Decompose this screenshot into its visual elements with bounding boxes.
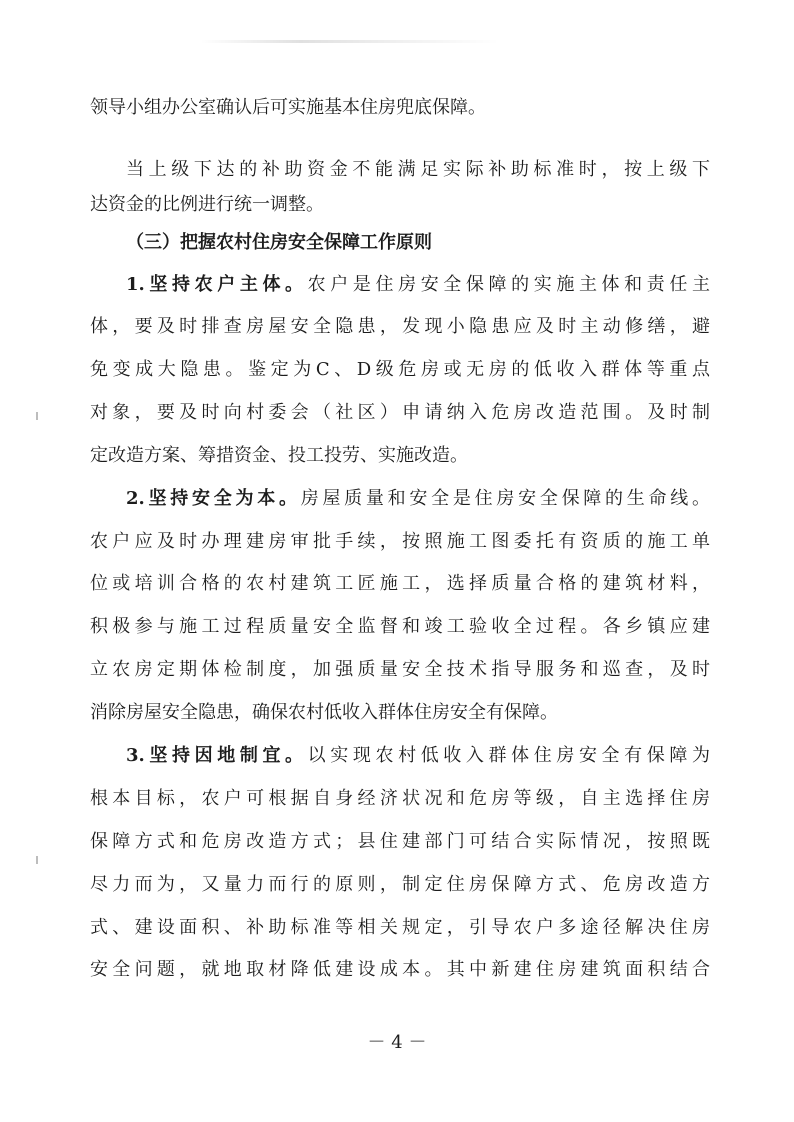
text-line: 达资金的比例进行统一调整。	[90, 194, 324, 215]
text-line	[126, 272, 710, 298]
text-line	[126, 743, 710, 769]
text-line: 体，要及时排查房屋安全隐患，发现小隐患应及时主动修缮，避	[90, 316, 710, 337]
scan-artifact	[200, 40, 500, 43]
text-line: 保障方式和危房改造方式；县住建部门可结合实际情况，按照既	[90, 831, 710, 852]
text-line: 对象，要及时向村委会（社区）申请纳入危房改造范围。及时制	[90, 402, 710, 423]
item-text: 农户是住房安全保障的实施主体和责任主	[307, 274, 710, 295]
text-line: 当上级下达的补助资金不能满足实际补助标准时，按上级下	[126, 159, 710, 180]
item-lead: 3.坚持因地制宜。	[126, 745, 308, 766]
text-line: 免变成大隐患。鉴定为C、D级危房或无房的低收入群体等重点	[90, 359, 710, 380]
text-line: 立农房定期体检制度，加强质量安全技术指导服务和巡查，及时	[90, 659, 710, 680]
section-heading: （三）把握农村住房安全保障工作原则	[126, 232, 432, 253]
text-line	[126, 486, 710, 512]
text-line: 定改造方案、筹措资金、投工投劳、实施改造。	[90, 445, 468, 466]
text-line: 式、建设面积、补助标准等相关规定，引导农户多途径解决住房	[90, 917, 710, 938]
item-lead: 1.坚持农户主体。	[126, 274, 308, 295]
page-number: － 4 －	[367, 1032, 427, 1053]
text-line: 尽力而为，又量力而行的原则，制定住房保障方式、危房改造方	[90, 874, 710, 895]
text-line: 安全问题，就地取材降低建设成本。其中新建住房建筑面积结合	[90, 959, 710, 980]
text-line: 积极参与施工过程质量安全监督和竣工验收全过程。各乡镇应建	[90, 616, 710, 637]
item-lead: 2.坚持安全为本。	[126, 488, 301, 509]
binding-mark	[36, 412, 38, 420]
text-line: 农户应及时办理建房审批手续，按照施工图委托有资质的施工单	[90, 531, 710, 552]
item-text: 房屋质量和安全是住房安全保障的生命线。	[300, 488, 710, 509]
text-line: 位或培训合格的农村建筑工匠施工，选择质量合格的建筑材料，	[90, 573, 710, 594]
binding-mark	[36, 856, 38, 864]
text-line: 根本目标，农户可根据自身经济状况和危房等级，自主选择住房	[90, 788, 710, 809]
item-text: 以实现农村低收入群体住房安全有保障为	[307, 745, 710, 766]
text-line: 消除房屋安全隐患，确保农村低收入群体住房安全有保障。	[90, 702, 558, 723]
text-line: 领导小组办公室确认后可实施基本住房兜底保障。	[90, 97, 486, 118]
